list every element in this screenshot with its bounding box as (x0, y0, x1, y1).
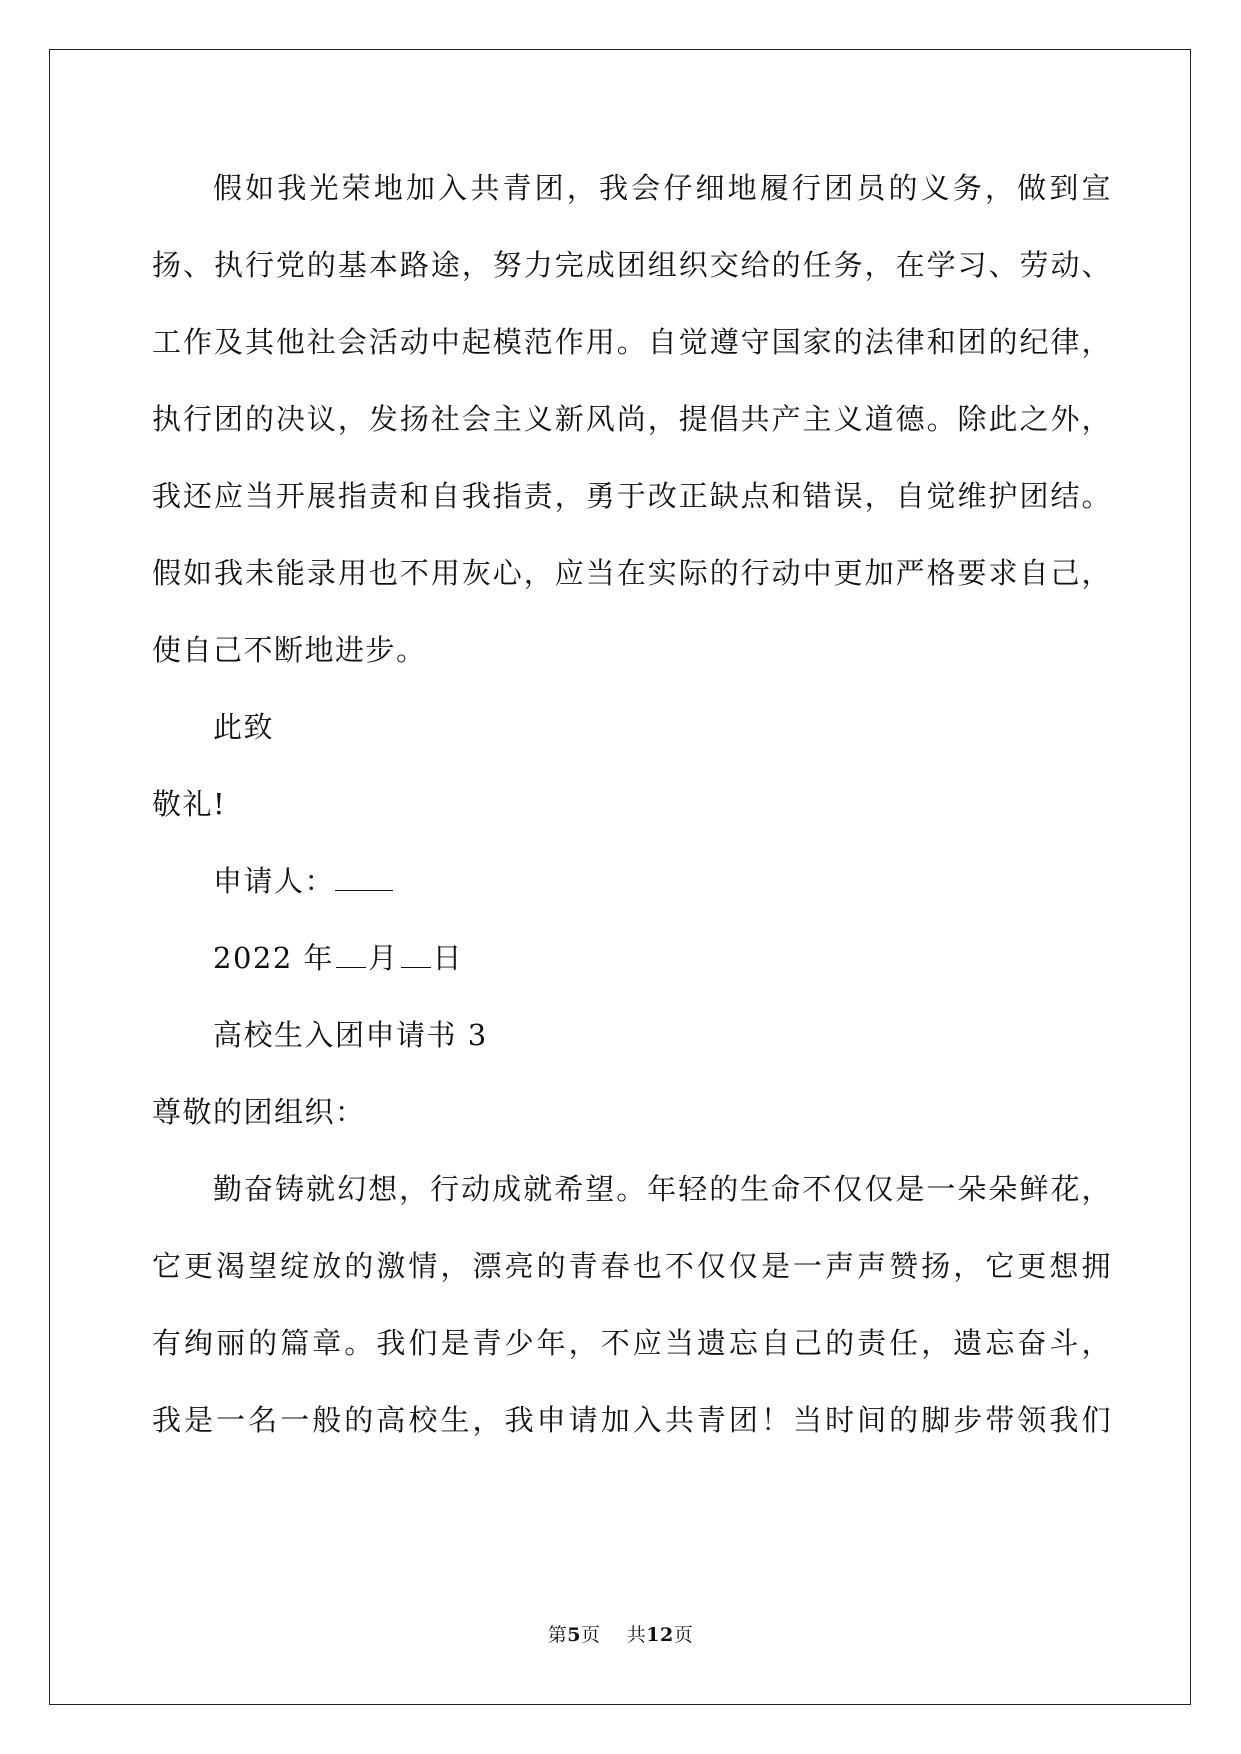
salutation-cizhi: 此致 (213, 710, 275, 744)
document-body (152, 150, 1112, 1459)
footer-total-pages: 12 (646, 1624, 674, 1646)
applicant-label: 申请人： (213, 864, 336, 898)
date-year: 2022 年 (213, 941, 335, 975)
page-footer (0, 1620, 1241, 1647)
paragraph-line: 假如我光荣地加入共青团，我会仔细地履行团员的义务，做到宣 (213, 171, 1112, 205)
paragraph-line: 勤奋铸就幻想，行动成就希望。年轻的生命不仅仅是一朵朵鲜花， (213, 1172, 1112, 1206)
paragraph-line: 执行团的决议，发扬社会主义新风尚，提倡共产主义道德。除此之外， (152, 402, 1112, 436)
paragraph-line: 我是一名一般的高校生，我申请加入共青团！当时间的脚步带领我们 (152, 1403, 1112, 1437)
greeting: 尊敬的团组织： (152, 1095, 366, 1129)
date-line (152, 920, 1112, 997)
footer-page-number: 5 (567, 1624, 582, 1646)
date-month: 月 (368, 941, 399, 975)
paragraph-line: 扬、执行党的基本路途，努力完成团组织交给的任务，在学习、劳动、 (152, 248, 1112, 282)
footer-total-prefix: 共 (626, 1624, 647, 1646)
applicant-line (152, 843, 1112, 920)
paragraph-line: 我还应当开展指责和自我指责，勇于改正缺点和错误，自觉维护团结。 (152, 479, 1112, 513)
salutation-jingli: 敬礼! (152, 787, 227, 821)
paragraph-line: 它更渴望绽放的激情，漂亮的青春也不仅仅是一声声赞扬，它更想拥 (152, 1249, 1112, 1283)
footer-prefix: 第 (547, 1624, 568, 1646)
date-day: 日 (432, 941, 464, 975)
footer-page-suffix: 页 (581, 1624, 601, 1646)
section-title: 高校生入团申请书 3 (213, 1018, 488, 1052)
paragraph-line: 有绚丽的篇章。我们是青少年，不应当遗忘自己的责任，遗忘奋斗， (152, 1326, 1112, 1360)
month-blank (336, 939, 366, 968)
footer-total-suffix: 页 (673, 1624, 694, 1646)
paragraph-line: 工作及其他社会活动中起模范作用。自觉遵守国家的法律和团的纪律， (152, 325, 1112, 359)
paragraph-line: 使自己不断地进步。 (152, 633, 427, 667)
applicant-blank (335, 862, 393, 891)
paragraph-line: 假如我未能录用也不用灰心，应当在实际的行动中更加严格要求自己， (152, 556, 1112, 590)
day-blank (401, 939, 431, 968)
